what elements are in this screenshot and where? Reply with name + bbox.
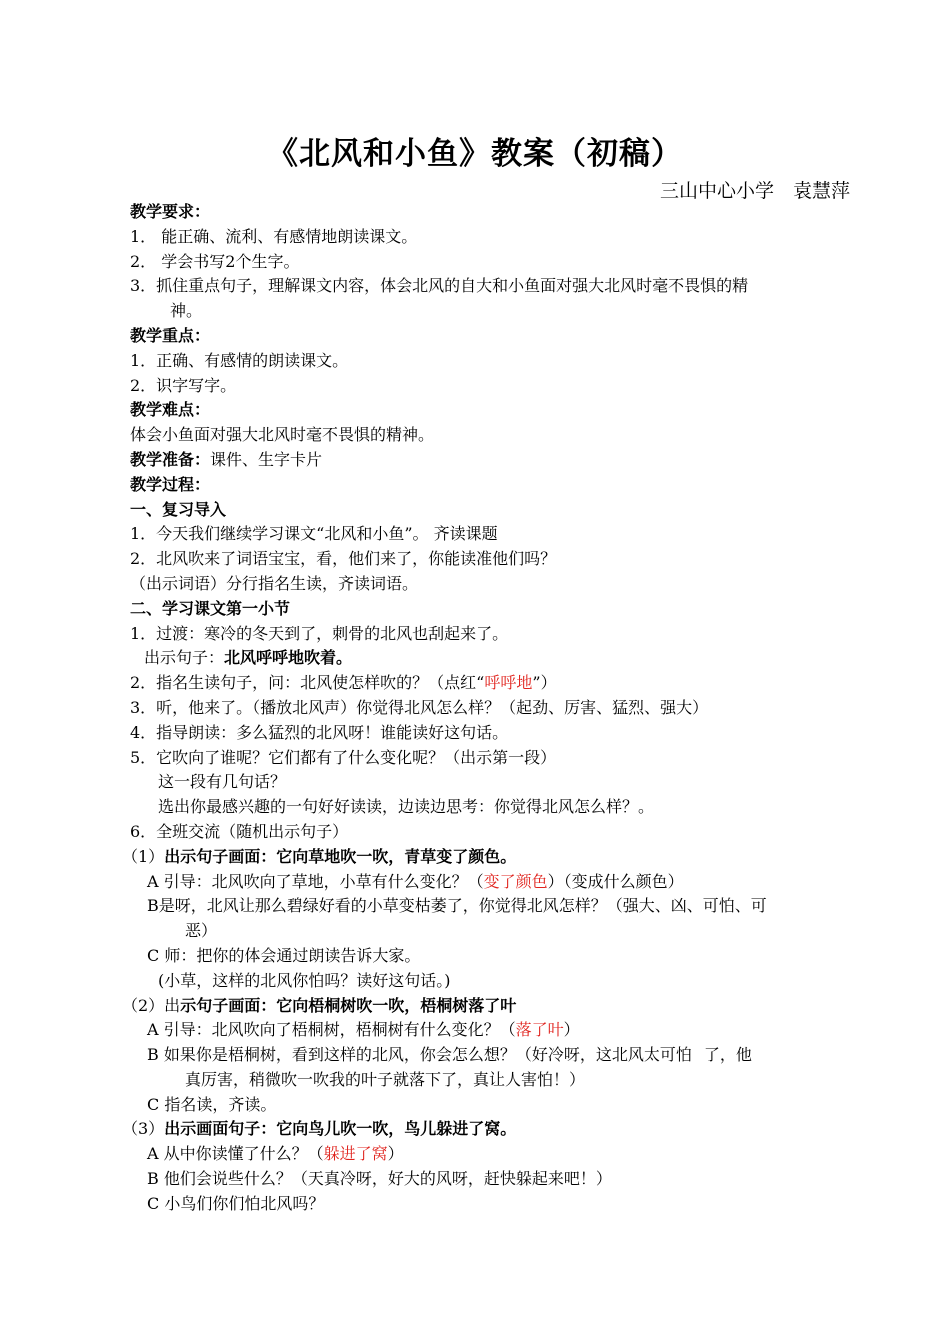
- list-item: 4．指导朗读：多么猛烈的北风呀！谁能读好这句话。: [130, 722, 509, 742]
- text: A 引导：北风吹向了草地，小草有什么变化？（: [147, 871, 484, 891]
- sub-item: C 指名读，齐读。: [147, 1094, 277, 1114]
- sub-item: C 小鸟们你们怕北风吗？: [147, 1193, 325, 1213]
- document-body: [122, 200, 852, 1217]
- text: 2．指名生读句子，问：北风使怎样吹的？（点红“: [130, 673, 485, 693]
- list-item: 2． 学会书写2个生字。: [130, 251, 300, 271]
- list-item: 2．识字写字。: [130, 375, 237, 395]
- section-heading: 教学重点：: [130, 325, 211, 345]
- text: 了，他: [703, 1045, 752, 1065]
- point-number: （1）: [122, 846, 165, 866]
- subsection-heading: 一、复习导入: [130, 499, 227, 519]
- prep-text: 课件、生字卡片: [210, 449, 323, 469]
- text: 出示句子：: [144, 648, 225, 668]
- list-item: [130, 274, 852, 324]
- text: ”）: [532, 673, 557, 693]
- text: ）: [387, 1144, 404, 1164]
- section-heading: 教学准备：: [130, 449, 211, 469]
- text: A 从中你读懂了什么？（: [147, 1144, 324, 1164]
- point-heading: [122, 1117, 852, 1142]
- text: ）: [563, 1020, 580, 1040]
- point-sentence: 出示句子画面：它向草地吹一吹，青草变了颜色。: [164, 846, 517, 866]
- list-item: 1．正确、有感情的朗读课文。: [130, 350, 349, 370]
- sub-item: [130, 1142, 852, 1167]
- list-item: 6．全班交流（随机出示句子）: [130, 821, 349, 841]
- section-heading: 教学要求：: [130, 202, 211, 221]
- section-heading: 教学难点：: [130, 400, 211, 420]
- sub-item: [130, 870, 852, 895]
- point-sentence: 出示画面句子：它向鸟儿吹一吹，鸟儿躲进了窝。: [164, 1119, 517, 1139]
- point-sentence: 示句子画面：它向梧桐树吹一吹，梧桐树落了叶: [180, 995, 517, 1015]
- list-item: [130, 671, 852, 696]
- list-item: 5．它吹向了谁呢？它们都有了什么变化呢？（出示第一段）: [130, 747, 557, 767]
- sub-item: C 师：把你的体会通过朗读告诉大家。: [147, 945, 421, 965]
- point-heading: [122, 845, 852, 870]
- sub-item: [130, 1018, 852, 1043]
- sub-item: 这一段有几句话？: [158, 772, 287, 792]
- text: B是呀，北风让那么碧绿好看的小草变枯萎了，你觉得北风怎样？（强大、凶、可怕、可: [147, 896, 767, 916]
- paragraph: 体会小鱼面对强大北风时毫不畏惧的精神。: [130, 425, 435, 445]
- red-keyword: 落了叶: [515, 1020, 564, 1040]
- sub-item: 选出你最感兴趣的一句好好读读，边读边思考：你觉得北风怎么样？。: [158, 797, 655, 817]
- sub-item: [130, 894, 852, 944]
- highlight-sentence: 北风呼呼地吹着。: [224, 648, 353, 668]
- list-item: 1．今天我们继续学习课文“北风和小鱼”。 齐读课题: [130, 524, 498, 544]
- text: ）（变成什么颜色）: [547, 871, 684, 891]
- point-heading: [122, 994, 852, 1019]
- text: A 引导：北风吹向了梧桐树，梧桐树有什么变化？（: [147, 1020, 516, 1040]
- prep-line: [130, 448, 852, 473]
- list-item-text: 3．抓住重点句子，理解课文内容，体会北风的自大和小鱼面对强大北风时毫不畏惧的精: [130, 276, 749, 296]
- sub-item: (小草，这样的北风你怕吗？读好这句话。): [158, 970, 451, 990]
- sub-item: [130, 1043, 852, 1093]
- paragraph: （出示词语）分行指名生读，齐读词语。: [130, 573, 419, 593]
- sub-item: B 他们会说些什么？（天真冷呀，好大的风呀，赶快躲起来吧！）: [147, 1169, 612, 1189]
- red-keyword: 躲进了窝: [323, 1144, 388, 1164]
- section-heading: 教学过程：: [130, 474, 211, 494]
- point-number: （2）出: [122, 995, 181, 1015]
- document-title: 《北风和小鱼》教案（初稿）: [267, 136, 683, 172]
- list-item: 1．过渡：寒冷的冬天到了，刺骨的北风也刮起来了。: [130, 623, 509, 643]
- subsection-heading: 二、学习课文第一小节: [130, 598, 291, 618]
- text: B 如果你是梧桐树，看到这样的北风，你会怎么想？（好冷呀，这北风太可怕: [147, 1045, 692, 1065]
- list-item: 2．北风吹来了词语宝宝，看，他们来了，你能读准他们吗？: [130, 549, 557, 569]
- sub-item-continuation: 恶）: [185, 921, 218, 941]
- list-item: 1． 能正确、流利、有感情地朗读课文。: [130, 226, 418, 246]
- list-item-continuation: 神。: [170, 301, 203, 321]
- list-item: 3．听，他来了。（播放北风声）你觉得北风怎么样？（起劲、厉害、猛烈、强大）: [130, 697, 709, 717]
- author-line: 三山中心小学 袁慧萍: [659, 180, 850, 202]
- sub-item-continuation: 真厉害，稍微吹一吹我的叶子就落下了，真让人害怕！）: [185, 1069, 586, 1089]
- red-keyword: 变了颜色: [483, 871, 548, 891]
- red-keyword: 呼呼地: [484, 673, 533, 693]
- point-number: （3）: [122, 1119, 165, 1139]
- show-sentence-line: [130, 646, 852, 671]
